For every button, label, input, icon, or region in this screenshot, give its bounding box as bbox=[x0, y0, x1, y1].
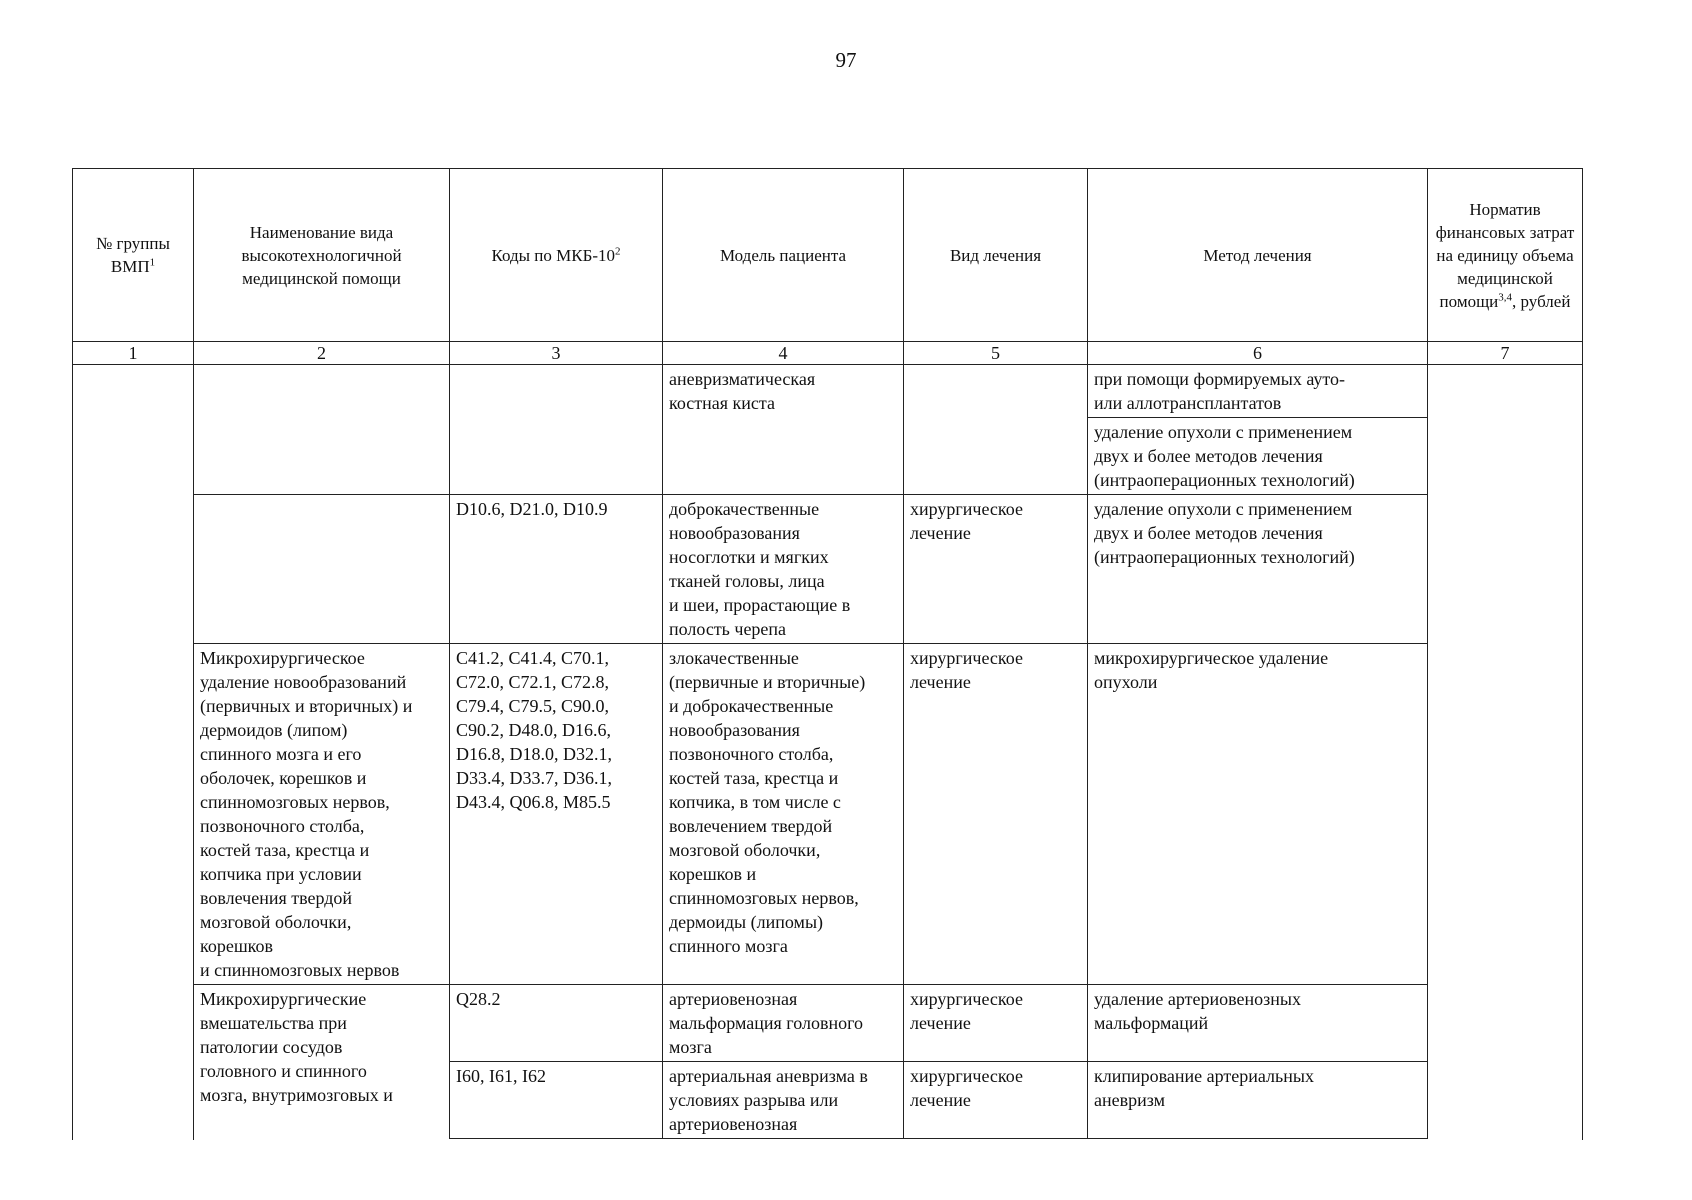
column-number: 5 bbox=[904, 342, 1088, 365]
column-number: 2 bbox=[194, 342, 450, 365]
care-type-cell bbox=[194, 495, 450, 644]
treatment-method-cell: удаление опухоли с применением двух и более методов лечения (интраоперационных технологий) bbox=[1088, 495, 1428, 644]
header-icd10-codes: Коды по МКБ-$10^2$ bbox=[450, 169, 663, 342]
column-number: 4 bbox=[663, 342, 904, 365]
column-number: 7 bbox=[1428, 342, 1583, 365]
treatment-type-cell bbox=[904, 365, 1088, 495]
group-number-cell bbox=[73, 365, 194, 1140]
care-type-cell bbox=[194, 365, 450, 495]
patient-model-cell: аневризматическая костная киста bbox=[663, 365, 904, 495]
header-care-type-name: Наименование вида высокотехнологичной медицинской помощи bbox=[194, 169, 450, 342]
icd-codes-cell: D10.6, D21.0, D10.9 bbox=[450, 495, 663, 644]
icd-codes-cell: C41.2, C41.4, C70.1, C72.0, C72.1, C72.8, C79.4, C79.5, C90.0, C90.2, D48.0, D16.6, D16.8, D18.0, D32.1, D33.4, D33.7, D36.1, D43.4, Q06.8, M85.5 bbox=[450, 644, 663, 985]
treatment-method-cell: удаление опухоли с применением двух и более методов лечения (интраоперационных технологий) bbox=[1088, 418, 1428, 495]
treatment-method-cell: удаление артериовенозных мальформаций bbox=[1088, 985, 1428, 1062]
treatment-type-cell: хирургическое лечение bbox=[904, 985, 1088, 1062]
header-vmp-group-number: № группы ВМП$^1$ bbox=[73, 169, 194, 342]
header-patient-model: Модель пациента bbox=[663, 169, 904, 342]
treatment-method-cell: микрохирургическое удаление опухоли bbox=[1088, 644, 1428, 985]
table-row bbox=[73, 644, 1583, 985]
treatment-type-cell: хирургическое лечение bbox=[904, 644, 1088, 985]
column-number: 1 bbox=[73, 342, 194, 365]
column-number-row bbox=[73, 342, 1583, 365]
treatment-type-cell: хирургическое лечение bbox=[904, 1062, 1088, 1139]
patient-model-cell: артериальная аневризма в условиях разрыва или артериовенозная bbox=[663, 1062, 904, 1139]
patient-model-cell: доброкачественные новообразования носоглотки и мягких тканей головы, лица и шеи, прорастающие в полость черепа bbox=[663, 495, 904, 644]
table-row bbox=[73, 985, 1583, 1062]
patient-model-cell: артериовенозная мальформация головного мозга bbox=[663, 985, 904, 1062]
vmp-table bbox=[72, 168, 1583, 1139]
patient-model-cell: злокачественные (первичные и вторичные) и доброкачественные новообразования позвоночного столба, костей таза, крестца и копчика, в том числе с вовлечением твердой мозговой оболочки, корешков и спинномозговых нервов, дермоиды (липомы) спинного мозга bbox=[663, 644, 904, 985]
header-treatment-method: Метод лечения bbox=[1088, 169, 1428, 342]
header-treatment-type: Вид лечения bbox=[904, 169, 1088, 342]
table-row bbox=[73, 365, 1583, 418]
header-cost-standard: Норматив финансовых затрат на единицу объема медицинской помощи$^{3,4}$, рублей bbox=[1428, 169, 1583, 342]
column-number: 3 bbox=[450, 342, 663, 365]
care-type-cell: Микрохирургические вмешательства при патологии сосудов головного и спинного мозга, внутримозговых и bbox=[194, 985, 450, 1140]
icd-codes-cell: Q28.2 bbox=[450, 985, 663, 1062]
treatment-method-cell: клипирование артериальных аневризм bbox=[1088, 1062, 1428, 1139]
icd-codes-cell bbox=[450, 365, 663, 495]
cost-standard-cell bbox=[1428, 365, 1583, 1140]
treatment-type-cell: хирургическое лечение bbox=[904, 495, 1088, 644]
column-number: 6 bbox=[1088, 342, 1428, 365]
table-row bbox=[73, 495, 1583, 644]
care-type-cell: Микрохирургическое удаление новообразований (первичных и вторичных) и дермоидов (липом) спинного мозга и его оболочек, корешков и спинномозговых нервов, позвоночного столба, костей таза, крестца и копчика при условии вовлечения твердой мозговой оболочки, корешков и спинномозговых нервов bbox=[194, 644, 450, 985]
treatment-method-cell: при помощи формируемых ауто- или аллотрансплантатов bbox=[1088, 365, 1428, 418]
table-header-row bbox=[73, 169, 1583, 342]
icd-codes-cell: I60, I61, I62 bbox=[450, 1062, 663, 1139]
page-number: 97 bbox=[835, 48, 857, 72]
